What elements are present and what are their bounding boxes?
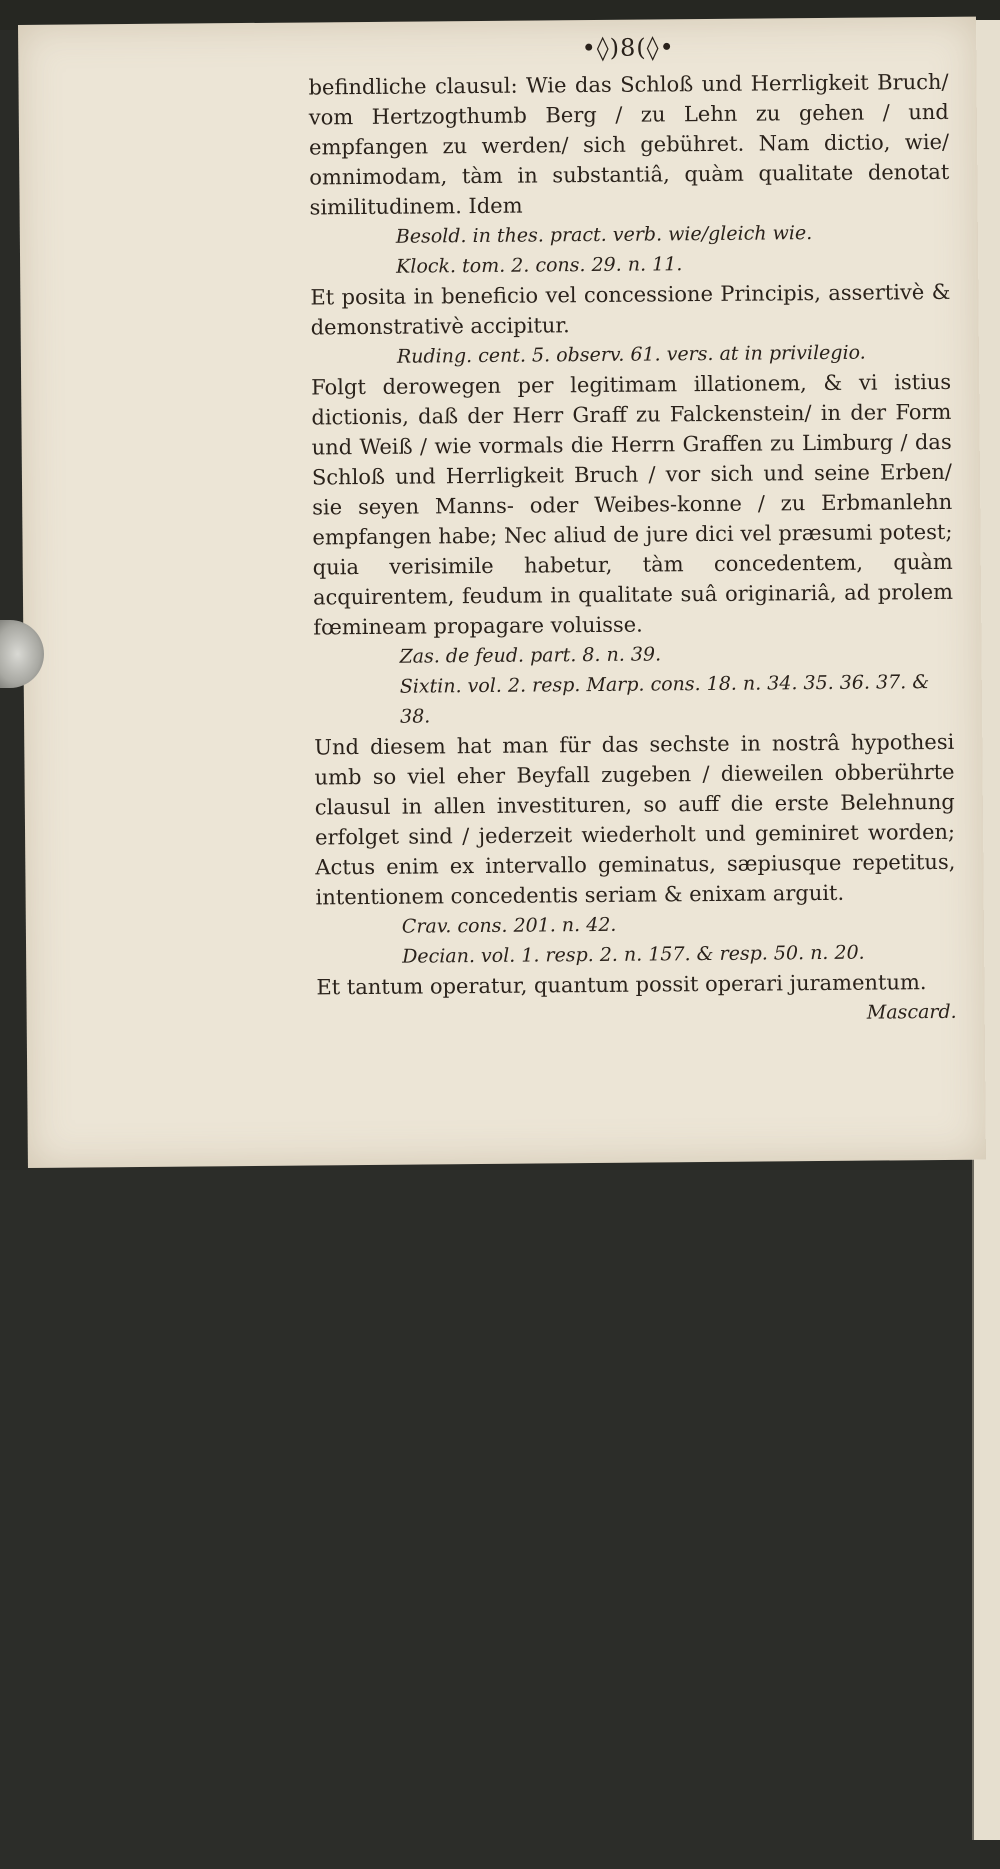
paragraph-3: Folgt derowegen per legitimam illationem, & vi istius dictionis, daß der Herr Graff zu Falckenstein/ in der Form und Weiß / wie vormals die Herrn Graffen zu Limburg / das Schloß und Herrligkeit Bruch / vor sich und seine Erben/ sie seyen Manns- oder Weibes-konne / zu Erbmanlehn empfangen habe; Nec aliud de jure dici vel præsumi potest; quia verisimile habetur, tàm concedentem, quàm acquirentem, feudum in qualitate suâ originariâ, ad prolem fœmineam propagare voluisse.: [311, 369, 954, 640]
paragraph-5: Et tantum operatur, quantum possit operari juramentum.: [316, 970, 927, 1000]
page-content: [308, 31, 957, 1033]
citation-zas: Zas. de feud. part. 8. n. 39.: [399, 643, 662, 668]
citation-decian: Decian. vol. 1. resp. 2. n. 157. & resp. 50. n. 20.: [402, 941, 865, 968]
background-bottom: [0, 1170, 980, 1869]
citation-klock: Klock. tom. 2. cons. 29. n. 11.: [396, 253, 683, 278]
paragraph-1: befindliche clausul: Wie das Schloß und Herrligkeit Bruch/ vom Hertzogthumb Berg / zu Lehn zu gehen / und empfangen zu werden/ sich gebühret. Nam dictio, wie/ omnimodam, tàm in substantiâ, quàm qualitate denotat similitudinem. Idem: [308, 69, 950, 220]
citation-sixtin: Sixtin. vol. 2. resp. Marp. cons. 18. n. 34. 35. 36. 37. & 38.: [399, 671, 930, 728]
paragraph-2: Et posita in beneficio vel concessione Principis, assertivè & demonstrativè accipitur.: [310, 279, 951, 340]
paragraph-4: Und diesem hat man für das sechste in nostrâ hypothesi umb so viel eher Beyfall zugeben / dieweilen obberührte clausul in allen investituren, so auff die erste Belehnung erfolget sind / jederzeit wiederholt und geminiret worden; Actus enim ex intervallo geminatus, sæpiusque repetitus, intentionem concedentis seriam & enixam arguit.: [314, 729, 956, 910]
citation-besold: Besold. in thes. pract. verb. wie/gleich wie.: [395, 222, 813, 248]
catchword-mascard: Mascard.: [866, 1000, 957, 1024]
page-number: •◊)8(◊•: [581, 33, 675, 63]
citation-ruding: Ruding. cent. 5. observ. 61. vers. at in privilegio.: [396, 341, 866, 368]
document-page: [18, 17, 986, 1168]
citation-crav: Crav. cons. 201. n. 42.: [401, 913, 617, 938]
